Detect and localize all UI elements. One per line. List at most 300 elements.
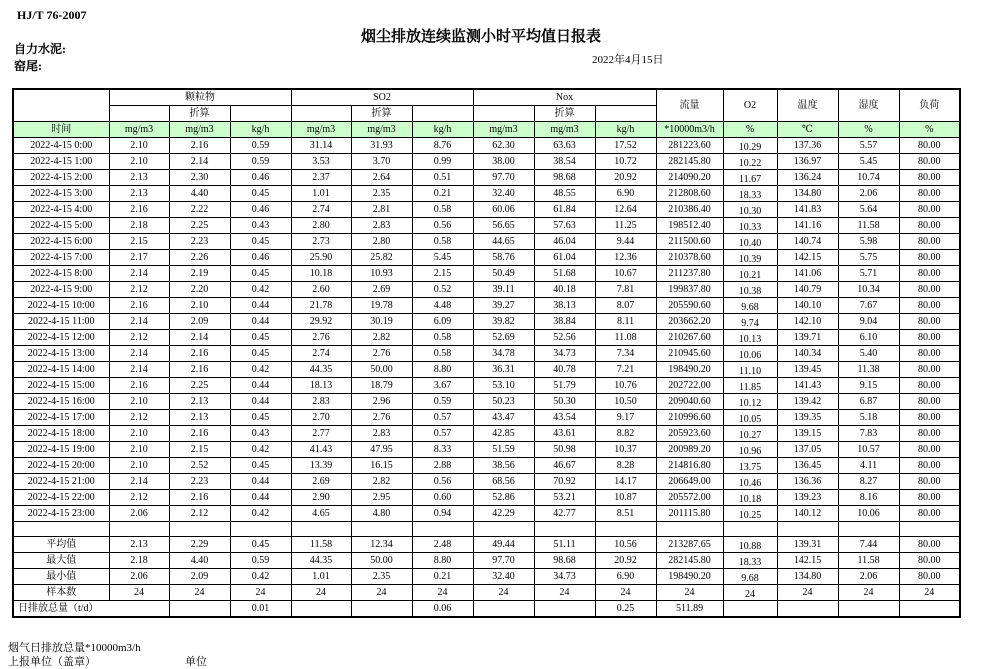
unit-cell: mg/m3 xyxy=(169,122,230,138)
table-cell: 0.06 xyxy=(412,601,473,618)
table-cell: 10.93 xyxy=(351,266,412,282)
table-cell: 0.45 xyxy=(230,234,291,250)
table-cell: 141.83 xyxy=(777,202,838,218)
table-cell: 141.06 xyxy=(777,266,838,282)
table-cell: 36.31 xyxy=(473,362,534,378)
data-row xyxy=(13,186,960,202)
summary-row xyxy=(13,585,960,601)
table-cell: 2.35 xyxy=(351,569,412,585)
table-cell: 0.43 xyxy=(230,426,291,442)
table-cell: 10.21 xyxy=(723,266,777,282)
data-row xyxy=(13,362,960,378)
table-cell: 50.49 xyxy=(473,266,534,282)
table-cell: 9.44 xyxy=(595,234,656,250)
time-cell: 2022-4-15 11:00 xyxy=(13,314,109,330)
table-cell: 80.00 xyxy=(899,202,960,218)
table-cell: 4.40 xyxy=(169,186,230,202)
table-cell xyxy=(723,601,777,618)
table-cell: 214816.80 xyxy=(656,458,723,474)
summary-label: 最小值 xyxy=(13,569,109,585)
table-cell: 2.35 xyxy=(351,186,412,202)
table-cell: 2.77 xyxy=(291,426,351,442)
table-cell: 2.16 xyxy=(169,138,230,154)
table-cell: 139.71 xyxy=(777,330,838,346)
table-cell: 10.39 xyxy=(723,250,777,266)
table-cell: 34.73 xyxy=(534,569,595,585)
time-cell: 2022-4-15 16:00 xyxy=(13,394,109,410)
unit-cell: % xyxy=(838,122,899,138)
table-cell: 2.74 xyxy=(291,202,351,218)
table-cell: 0.51 xyxy=(412,170,473,186)
table-cell: 16.15 xyxy=(351,458,412,474)
table-cell xyxy=(534,522,595,537)
table-cell: 10.37 xyxy=(595,442,656,458)
table-cell: 31.93 xyxy=(351,138,412,154)
table-cell: 2.15 xyxy=(109,234,169,250)
table-cell: 68.56 xyxy=(473,474,534,490)
table-cell: 80.00 xyxy=(899,218,960,234)
table-cell: 4.65 xyxy=(291,506,351,522)
table-cell: 38.00 xyxy=(473,154,534,170)
table-cell: 206649.00 xyxy=(656,474,723,490)
table-cell: 2.16 xyxy=(109,202,169,218)
table-cell: 24 xyxy=(595,585,656,601)
table-cell: 141.16 xyxy=(777,218,838,234)
group-particulate: 颗粒物 xyxy=(109,89,291,106)
table-cell: 80.00 xyxy=(899,442,960,458)
table-cell: 0.58 xyxy=(412,330,473,346)
table-cell: 6.87 xyxy=(838,394,899,410)
table-cell: 10.06 xyxy=(723,346,777,362)
table-cell: 24 xyxy=(109,585,169,601)
unit-cell: kg/h xyxy=(230,122,291,138)
table-cell: 5.75 xyxy=(838,250,899,266)
table-cell: 8.11 xyxy=(595,314,656,330)
table-cell: 7.44 xyxy=(838,537,899,553)
table-cell: 50.00 xyxy=(351,553,412,569)
table-cell: 0.42 xyxy=(230,442,291,458)
table-cell: 11.25 xyxy=(595,218,656,234)
table-cell: 20.92 xyxy=(595,553,656,569)
table-cell: 80.00 xyxy=(899,458,960,474)
table-cell: 136.36 xyxy=(777,474,838,490)
time-cell: 2022-4-15 6:00 xyxy=(13,234,109,250)
table-cell: 0.46 xyxy=(230,170,291,186)
table-cell: 0.44 xyxy=(230,490,291,506)
table-cell xyxy=(169,601,230,618)
table-cell: 209040.60 xyxy=(656,394,723,410)
table-cell: 282145.80 xyxy=(656,154,723,170)
table-cell: 2.10 xyxy=(109,138,169,154)
table-cell: 10.34 xyxy=(838,282,899,298)
daily-total-label: 日排放总量（t/d） xyxy=(13,601,169,618)
table-cell: 24 xyxy=(412,585,473,601)
table-cell: 2.15 xyxy=(169,442,230,458)
table-cell: 0.44 xyxy=(230,378,291,394)
table-cell: 80.00 xyxy=(899,234,960,250)
table-cell: 139.23 xyxy=(777,490,838,506)
table-cell: 11.85 xyxy=(723,378,777,394)
table-cell: 139.45 xyxy=(777,362,838,378)
table-cell: 10.30 xyxy=(723,202,777,218)
table-cell: 2.09 xyxy=(169,569,230,585)
table-cell: 80.00 xyxy=(899,569,960,585)
unit-cell: mg/m3 xyxy=(473,122,534,138)
table-cell: 0.42 xyxy=(230,362,291,378)
table-cell: 51.11 xyxy=(534,537,595,553)
table-cell: 25.90 xyxy=(291,250,351,266)
table-cell: 2.25 xyxy=(169,378,230,394)
table-cell xyxy=(899,601,960,618)
table-cell: 80.00 xyxy=(899,362,960,378)
unit-cell: % xyxy=(899,122,960,138)
table-cell: 5.40 xyxy=(838,346,899,362)
table-cell: 53.10 xyxy=(473,378,534,394)
table-cell: 0.44 xyxy=(230,298,291,314)
table-cell xyxy=(838,522,899,537)
table-cell: 2.82 xyxy=(351,330,412,346)
table-cell: 139.35 xyxy=(777,410,838,426)
table-cell: 2.83 xyxy=(351,426,412,442)
table-cell: 142.10 xyxy=(777,314,838,330)
sub-blank xyxy=(473,106,534,122)
table-cell: 2.13 xyxy=(109,537,169,553)
flue-gas-daily-total-label: 烟气日排放总量*10000m3/h xyxy=(8,642,141,654)
table-cell: 8.28 xyxy=(595,458,656,474)
header-temperature: 温度 xyxy=(777,89,838,122)
table-cell: 2.83 xyxy=(351,218,412,234)
table-cell: 2.83 xyxy=(291,394,351,410)
table-cell: 10.38 xyxy=(723,282,777,298)
table-cell: 2.15 xyxy=(412,266,473,282)
table-cell: 60.06 xyxy=(473,202,534,218)
table-cell: 80.00 xyxy=(899,298,960,314)
table-cell: 2.06 xyxy=(838,186,899,202)
table-cell xyxy=(534,601,595,618)
table-cell: 0.21 xyxy=(412,186,473,202)
table-cell: 6.90 xyxy=(595,569,656,585)
table-cell: 80.00 xyxy=(899,170,960,186)
table-cell: 2.16 xyxy=(169,346,230,362)
table-cell: 44.35 xyxy=(291,362,351,378)
table-cell: 7.81 xyxy=(595,282,656,298)
table-cell: 210386.40 xyxy=(656,202,723,218)
table-cell: 2.16 xyxy=(109,378,169,394)
table-cell: 4.48 xyxy=(412,298,473,314)
table-cell: 2.14 xyxy=(109,362,169,378)
table-cell: 56.65 xyxy=(473,218,534,234)
sub-converted-nox: 折算 xyxy=(534,106,595,122)
table-cell: 80.00 xyxy=(899,378,960,394)
table-cell: 0.57 xyxy=(412,426,473,442)
table-cell: 2.17 xyxy=(109,250,169,266)
table-cell: 0.45 xyxy=(230,410,291,426)
table-cell: 0.58 xyxy=(412,234,473,250)
table-cell: 80.00 xyxy=(899,138,960,154)
table-cell: 200989.20 xyxy=(656,442,723,458)
table-cell: 62.30 xyxy=(473,138,534,154)
table-cell: 8.80 xyxy=(412,553,473,569)
table-cell: 61.84 xyxy=(534,202,595,218)
table-cell: 140.79 xyxy=(777,282,838,298)
table-cell: 5.57 xyxy=(838,138,899,154)
table-cell: 24 xyxy=(656,585,723,601)
table-cell: 8.51 xyxy=(595,506,656,522)
table-cell: 2.23 xyxy=(169,234,230,250)
table-cell: 140.10 xyxy=(777,298,838,314)
summary-label: 平均值 xyxy=(13,537,109,553)
time-cell: 2022-4-15 3:00 xyxy=(13,186,109,202)
table-cell: 46.67 xyxy=(534,458,595,474)
summary-row xyxy=(13,537,960,553)
table-cell xyxy=(230,522,291,537)
table-cell: 42.29 xyxy=(473,506,534,522)
table-cell: 0.45 xyxy=(230,186,291,202)
table-cell: 2.20 xyxy=(169,282,230,298)
table-cell: 0.59 xyxy=(412,394,473,410)
table-cell: 31.14 xyxy=(291,138,351,154)
header-units-row xyxy=(13,122,960,138)
table-cell: 2.16 xyxy=(169,426,230,442)
table-cell: 9.68 xyxy=(723,298,777,314)
data-row xyxy=(13,170,960,186)
table-cell: 2.14 xyxy=(169,154,230,170)
table-cell xyxy=(351,601,412,618)
table-cell: 136.45 xyxy=(777,458,838,474)
table-cell: 80.00 xyxy=(899,266,960,282)
table-cell: 50.23 xyxy=(473,394,534,410)
table-cell: 10.46 xyxy=(723,474,777,490)
table-cell: 0.43 xyxy=(230,218,291,234)
table-cell: 12.64 xyxy=(595,202,656,218)
table-cell: 2.95 xyxy=(351,490,412,506)
table-cell xyxy=(899,522,960,537)
data-row xyxy=(13,250,960,266)
time-cell: 2022-4-15 7:00 xyxy=(13,250,109,266)
header-group-row xyxy=(13,89,960,106)
table-cell: 2.26 xyxy=(169,250,230,266)
table-cell: 0.58 xyxy=(412,202,473,218)
table-cell: 2.09 xyxy=(169,314,230,330)
group-nox: Nox xyxy=(473,89,656,106)
table-cell: 5.64 xyxy=(838,202,899,218)
table-cell: 80.00 xyxy=(899,250,960,266)
table-cell: 80.00 xyxy=(899,346,960,362)
table-cell: 42.85 xyxy=(473,426,534,442)
table-cell: 8.16 xyxy=(838,490,899,506)
summary-label: 最大值 xyxy=(13,553,109,569)
table-cell: 40.18 xyxy=(534,282,595,298)
table-cell: 29.92 xyxy=(291,314,351,330)
table-cell: 8.27 xyxy=(838,474,899,490)
table-cell: 38.13 xyxy=(534,298,595,314)
unit-cell: mg/m3 xyxy=(109,122,169,138)
table-cell: 34.73 xyxy=(534,346,595,362)
table-cell: 136.97 xyxy=(777,154,838,170)
table-cell: 142.15 xyxy=(777,553,838,569)
table-cell: 11.08 xyxy=(595,330,656,346)
table-cell: 2.14 xyxy=(169,330,230,346)
unit-label: 单位 xyxy=(185,656,207,668)
table-cell: 210378.60 xyxy=(656,250,723,266)
table-cell: 201115.80 xyxy=(656,506,723,522)
table-cell: 2.76 xyxy=(291,330,351,346)
table-cell: 2.69 xyxy=(291,474,351,490)
table-cell: 2.06 xyxy=(109,569,169,585)
table-cell: 2.13 xyxy=(109,170,169,186)
time-cell: 2022-4-15 0:00 xyxy=(13,138,109,154)
table-cell: 0.59 xyxy=(230,553,291,569)
table-cell: 8.33 xyxy=(412,442,473,458)
table-cell: 0.60 xyxy=(412,490,473,506)
table-cell: 10.18 xyxy=(723,490,777,506)
table-cell: 80.00 xyxy=(899,282,960,298)
table-cell: 44.35 xyxy=(291,553,351,569)
spacer-row xyxy=(13,522,960,537)
table-cell: 5.45 xyxy=(412,250,473,266)
table-cell: 2.76 xyxy=(351,410,412,426)
table-cell: 2.06 xyxy=(109,506,169,522)
table-cell: 140.12 xyxy=(777,506,838,522)
data-row xyxy=(13,314,960,330)
table-cell: 2.82 xyxy=(351,474,412,490)
table-cell: 0.94 xyxy=(412,506,473,522)
table-cell: 2.12 xyxy=(109,410,169,426)
table-cell: 17.52 xyxy=(595,138,656,154)
table-cell: 281223.60 xyxy=(656,138,723,154)
table-cell: 11.38 xyxy=(838,362,899,378)
table-cell: 9.74 xyxy=(723,314,777,330)
table-cell: 0.44 xyxy=(230,474,291,490)
table-cell: 7.21 xyxy=(595,362,656,378)
table-cell: 136.24 xyxy=(777,170,838,186)
table-cell: 2.14 xyxy=(109,314,169,330)
table-cell: 0.46 xyxy=(230,202,291,218)
table-cell: 211500.60 xyxy=(656,234,723,250)
table-cell: 11.10 xyxy=(723,362,777,378)
table-cell: 0.56 xyxy=(412,474,473,490)
table-cell: 80.00 xyxy=(899,490,960,506)
data-row xyxy=(13,202,960,218)
company-label: 自力水泥: xyxy=(14,42,66,56)
data-row xyxy=(13,154,960,170)
report-date: 2022年4月15日 xyxy=(592,54,664,66)
table-cell: 5.45 xyxy=(838,154,899,170)
table-cell: 11.58 xyxy=(838,553,899,569)
table-cell: 0.99 xyxy=(412,154,473,170)
table-cell: 137.36 xyxy=(777,138,838,154)
table-cell: 134.80 xyxy=(777,569,838,585)
table-cell: 24 xyxy=(169,585,230,601)
table-cell: 51.68 xyxy=(534,266,595,282)
table-cell: 70.92 xyxy=(534,474,595,490)
table-cell: 3.67 xyxy=(412,378,473,394)
unit-cell: *10000m3/h xyxy=(656,122,723,138)
table-cell: 24 xyxy=(534,585,595,601)
table-cell: 10.74 xyxy=(838,170,899,186)
summary-row xyxy=(13,553,960,569)
table-cell: 2.10 xyxy=(109,458,169,474)
table-cell: 2.90 xyxy=(291,490,351,506)
table-cell: 10.56 xyxy=(595,537,656,553)
summary-row xyxy=(13,569,960,585)
table-cell: 9.17 xyxy=(595,410,656,426)
data-row xyxy=(13,218,960,234)
table-cell: 2.14 xyxy=(109,266,169,282)
table-cell xyxy=(656,522,723,537)
table-cell: 10.50 xyxy=(595,394,656,410)
time-cell: 2022-4-15 13:00 xyxy=(13,346,109,362)
table-cell: 80.00 xyxy=(899,314,960,330)
table-cell: 8.76 xyxy=(412,138,473,154)
table-cell: 10.57 xyxy=(838,442,899,458)
time-cell: 2022-4-15 23:00 xyxy=(13,506,109,522)
table-cell: 24 xyxy=(777,585,838,601)
table-cell: 8.07 xyxy=(595,298,656,314)
table-cell: 10.33 xyxy=(723,218,777,234)
table-cell: 2.22 xyxy=(169,202,230,218)
table-cell: 2.18 xyxy=(109,218,169,234)
table-cell: 2.10 xyxy=(109,426,169,442)
unit-cell: kg/h xyxy=(412,122,473,138)
table-cell: 7.83 xyxy=(838,426,899,442)
table-cell xyxy=(777,601,838,618)
table-cell: 10.72 xyxy=(595,154,656,170)
table-cell: 2.73 xyxy=(291,234,351,250)
table-cell: 80.00 xyxy=(899,154,960,170)
table-cell: 2.14 xyxy=(109,346,169,362)
table-cell: 57.63 xyxy=(534,218,595,234)
table-cell: 41.43 xyxy=(291,442,351,458)
table-cell: 142.15 xyxy=(777,250,838,266)
table-cell: 10.96 xyxy=(723,442,777,458)
table-cell: 2.14 xyxy=(109,474,169,490)
table-cell: 10.05 xyxy=(723,410,777,426)
table-cell: 2.96 xyxy=(351,394,412,410)
table-cell xyxy=(412,522,473,537)
table-cell: 80.00 xyxy=(899,553,960,569)
table-cell: 134.80 xyxy=(777,186,838,202)
table-cell: 10.76 xyxy=(595,378,656,394)
table-cell: 0.59 xyxy=(230,138,291,154)
data-row xyxy=(13,138,960,154)
table-cell: 80.00 xyxy=(899,426,960,442)
data-row xyxy=(13,266,960,282)
table-cell: 6.10 xyxy=(838,330,899,346)
table-cell: 2.81 xyxy=(351,202,412,218)
table-cell: 0.46 xyxy=(230,250,291,266)
table-cell: 140.34 xyxy=(777,346,838,362)
location-label: 窑尾: xyxy=(14,59,42,73)
table-cell: 2.13 xyxy=(169,394,230,410)
time-cell: 2022-4-15 19:00 xyxy=(13,442,109,458)
data-row xyxy=(13,490,960,506)
table-cell: 2.70 xyxy=(291,410,351,426)
table-cell: 80.00 xyxy=(899,506,960,522)
table-cell xyxy=(473,601,534,618)
table-cell: 9.68 xyxy=(723,569,777,585)
table-cell: 58.76 xyxy=(473,250,534,266)
table-cell: 10.06 xyxy=(838,506,899,522)
table-cell: 53.21 xyxy=(534,490,595,506)
group-so2: SO2 xyxy=(291,89,473,106)
table-cell: 212808.60 xyxy=(656,186,723,202)
table-cell: 63.63 xyxy=(534,138,595,154)
table-cell: 198490.20 xyxy=(656,569,723,585)
header-humidity: 湿度 xyxy=(838,89,899,122)
table-cell: 43.61 xyxy=(534,426,595,442)
table-cell: 2.10 xyxy=(169,298,230,314)
